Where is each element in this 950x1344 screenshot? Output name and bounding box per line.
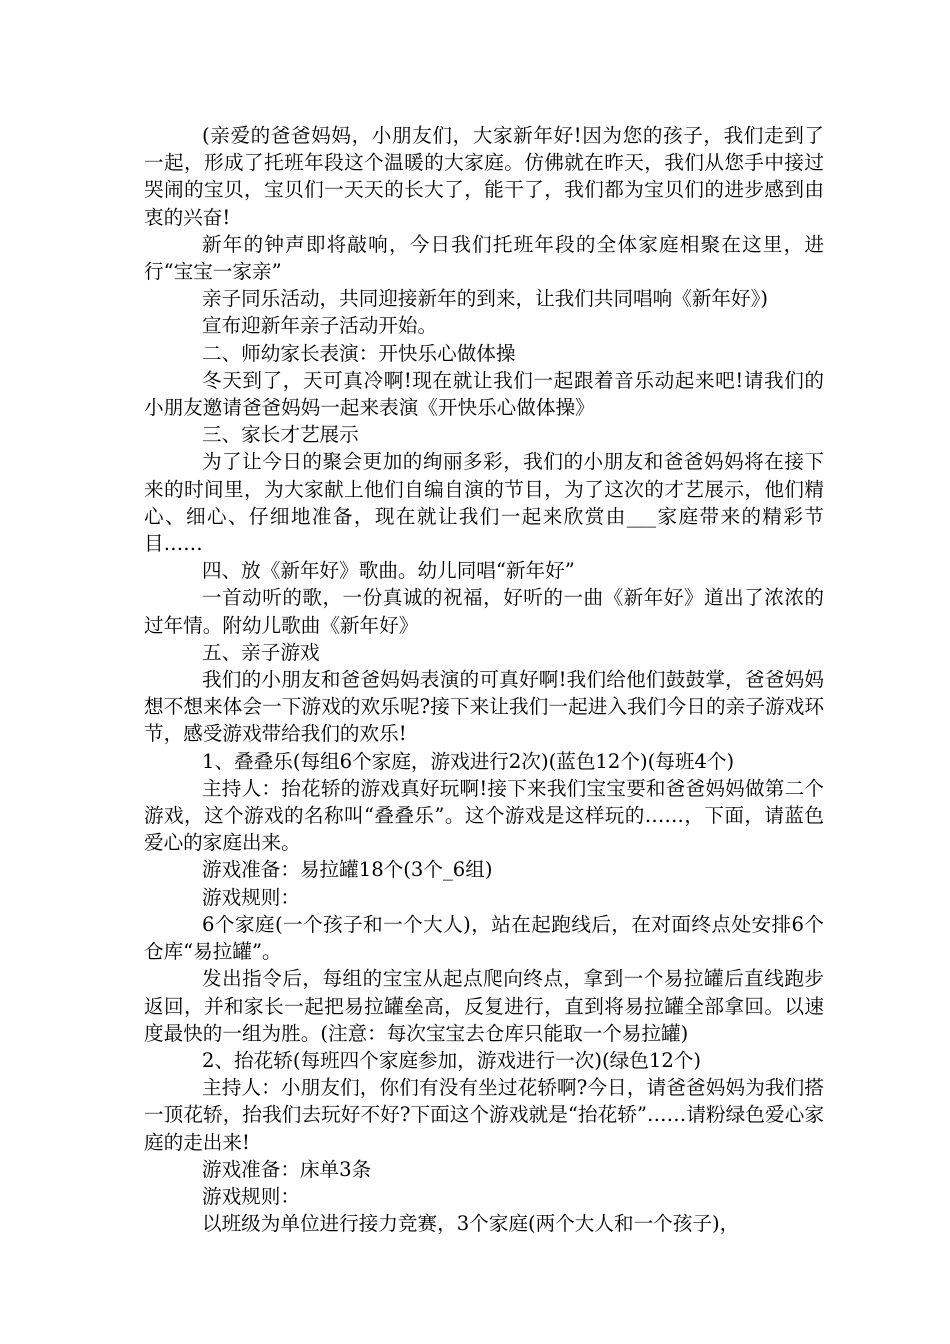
paragraph-talent-show: 为了让今日的聚会更加的绚丽多彩，我们的小朋友和爸爸妈妈将在接下来的时间里，为大家献上他们自编自演的节目，为了这次的才艺展示，他们精心、细心、仔细地准备，现在就让我们一起来欣赏由___家庭带来的精彩节目…… — [144, 450, 824, 556]
paragraph-opening-greeting: (亲爱的爸爸妈妈，小朋友们，大家新年好!因为您的孩子，我们走到了一起，形成了托班年段这个温暖的大家庭。仿佛就在昨天，我们从您手中接过哭闹的宝贝，宝贝们一天天的长大了，能干了，我们都为宝贝们的进步感到由衷的兴奋! — [144, 124, 824, 229]
section-heading-games: 五、亲子游戏 — [202, 640, 320, 664]
paragraph-host-stacking: 主持人：抬花轿的游戏真好玩啊!接下来我们宝宝要和爸爸妈妈做第二个游戏，这个游戏的名称叫“叠叠乐”。这个游戏是这样玩的……，下面，请蓝色爱心的家庭出来。 — [144, 776, 824, 855]
game-rules-label-sedan: 游戏规则： — [202, 1184, 300, 1208]
section-heading-parent-talent: 三、家长才艺展示 — [202, 423, 359, 447]
paragraph-sedan-rules: 以班级为单位进行接力竞赛，3个家庭(两个大人和一个孩子)， — [202, 1212, 740, 1236]
paragraph-host-sedan: 主持人：小朋友们，你们有没有坐过花轿啊?今日，请爸爸妈妈为我们搭一顶花轿，抬我们去玩好不好?下面这个游戏就是“抬花轿”……请粉绿色爱心家庭的走出来! — [144, 1076, 824, 1154]
document-body — [144, 122, 824, 1237]
game-heading-sedan: 2、抬花轿(每班四个家庭参加，游戏进行一次)(绿色12个) — [202, 1048, 702, 1072]
paragraph-parent-child-activity: 亲子同乐活动，共同迎接新年的到来，让我们共同唱响《新年好》) — [202, 287, 769, 311]
paragraph-winter-dance: 冬天到了，天可真冷啊!现在就让我们一起跟着音乐动起来吧!请我们的小朋友邀请爸爸妈妈一起来表演《开快乐心做体操》 — [144, 368, 824, 420]
game-preparation-stacking: 游戏准备：易拉罐18个(3个_6组) — [202, 858, 493, 882]
game-preparation-sedan: 游戏准备：床单3条 — [202, 1157, 372, 1181]
paragraph-stacking-rules: 发出指令后，每组的宝宝从起点爬向终点，拿到一个易拉罐后直线跑步返回，并和家长一起把易拉罐垒高，反复进行，直到将易拉罐全部拿回。以速度最快的一组为胜。(注意：每次宝宝去仓库只能取一个易拉罐) — [144, 967, 824, 1045]
game-heading-stacking: 1、叠叠乐(每组6个家庭，游戏进行2次)(蓝色12个)(每班4个) — [202, 749, 735, 773]
game-rules-label-stacking: 游戏规则： — [202, 885, 300, 909]
paragraph-song-description: 一首动听的歌，一份真诚的祝福，好听的一曲《新年好》道出了浓浓的过年情。附幼儿歌曲《新年好》 — [144, 586, 824, 637]
section-heading-song: 四、放《新年好》歌曲。幼儿同唱“新年好” — [202, 559, 575, 583]
paragraph-stacking-setup: 6个家庭(一个孩子和一个大人)，站在起跑线后，在对面终点处安排6个仓库“易拉罐”。 — [144, 912, 824, 964]
section-heading-teacher-parent-show: 二、师幼家长表演：开快乐心做体操 — [202, 341, 516, 365]
paragraph-games-intro: 我们的小朋友和爸爸妈妈表演的可真好啊!我们给他们鼓鼓掌，爸爸妈妈想不想来体会一下游戏的欢乐呢?接下来让我们一起进入我们今日的亲子游戏环节，感受游戏带给我们的欢乐! — [144, 668, 824, 746]
paragraph-announce-start: 宣布迎新年亲子活动开始。 — [202, 314, 438, 338]
paragraph-new-year-bell: 新年的钟声即将敲响，今日我们托班年段的全体家庭相聚在这里，进行“宝宝一家亲” — [144, 232, 824, 284]
